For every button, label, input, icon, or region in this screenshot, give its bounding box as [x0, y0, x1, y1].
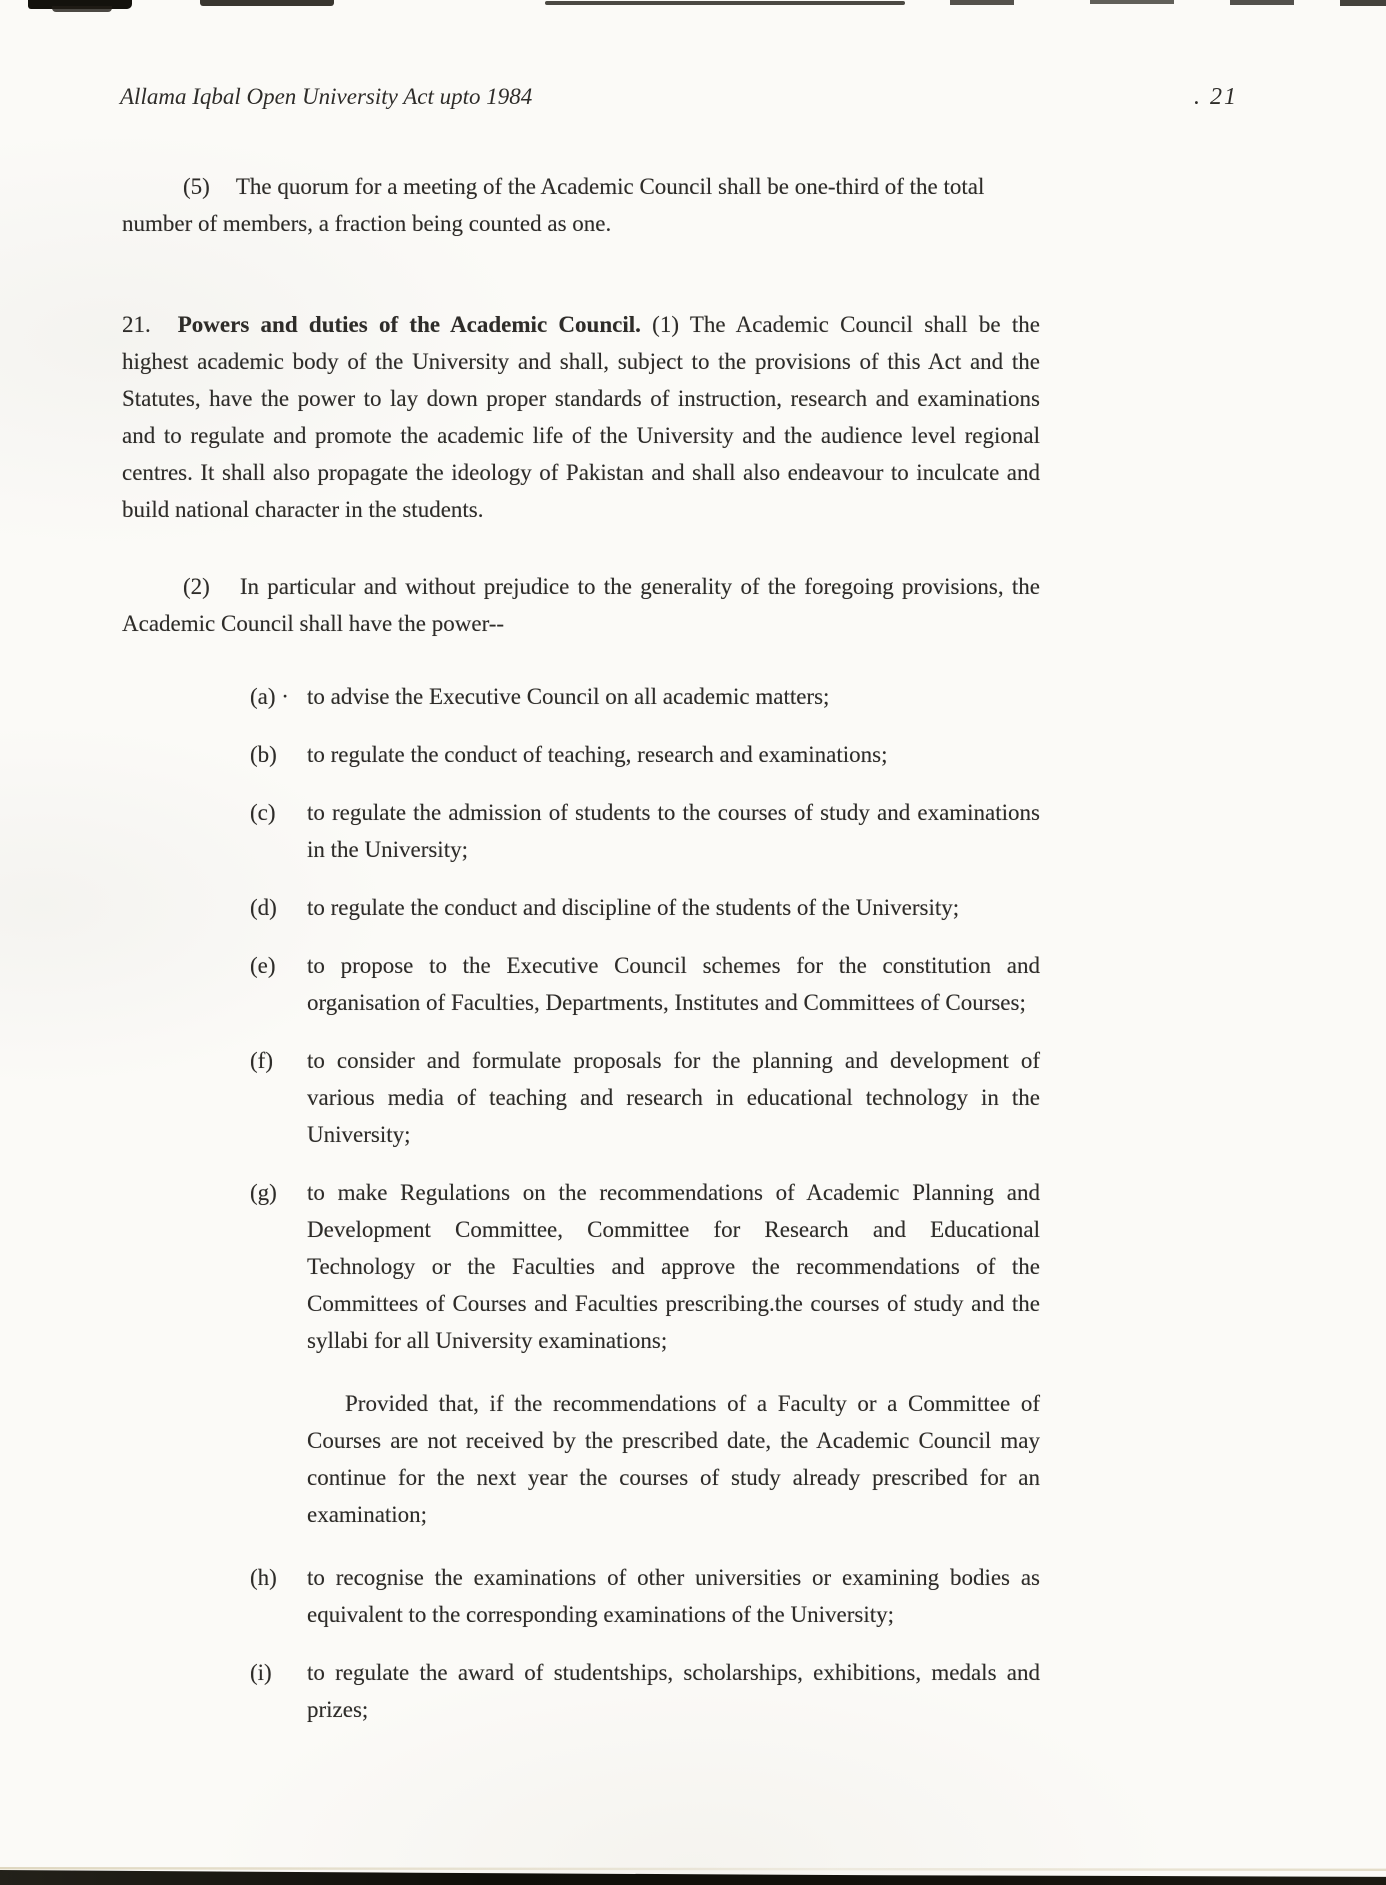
page-header: [120, 84, 1238, 111]
clause-label: (h): [250, 1565, 277, 1590]
clause-i: [250, 1654, 1040, 1728]
section-number: 21.: [122, 312, 151, 337]
scan-artifact-top: [1230, 0, 1294, 5]
document-body: [122, 150, 1040, 1749]
scan-artifact-bottom-edge: [0, 1867, 1386, 1871]
scan-artifact-top: [1090, 0, 1174, 4]
proviso-paragraph: Provided that, if the recommendations of a Faculty or a Committee of Courses are not received by the prescribed date, the Academic Council may continue for the next year the courses of study already prescribed for an examination;: [307, 1391, 1040, 1527]
clause-label: (f): [250, 1048, 273, 1073]
clause-b: [250, 736, 1040, 773]
clause-list: [250, 678, 1040, 1728]
paragraph-text: In particular and without prejudice to the generality of the foregoing provisions, the Academic Council shall have the power--: [122, 574, 1040, 636]
clause-text: to regulate the award of studentships, scholarships, exhibitions, medals and prizes;: [307, 1660, 1040, 1722]
clause-label: (e): [250, 953, 276, 978]
clause-text: to make Regulations on the recommendations of Academic Planning and Development Committee, Committee for Research and Educational Technology or the Faculties and approve the recommendations of the Committees of Courses and Faculties prescribing.the courses of study and the syllabi for all University examinations;: [307, 1180, 1040, 1353]
paragraph-quorum: [122, 168, 1040, 242]
clause-label: (b): [250, 742, 277, 767]
clause-label: (c): [250, 800, 276, 825]
running-title: Allama Iqbal Open University Act upto 1984: [120, 84, 533, 109]
clause-e: [250, 947, 1040, 1021]
section-heading: Powers and duties of the Academic Council.: [177, 312, 641, 337]
page-number: . 21: [1194, 84, 1238, 110]
clause-c: [250, 794, 1040, 868]
clause-h: [250, 1559, 1040, 1633]
scan-artifact-top: [1340, 0, 1386, 6]
clause-label: (i): [250, 1660, 272, 1685]
scan-artifact-top: [200, 0, 334, 6]
scan-artifact-top: [545, 1, 905, 5]
clause-text: to recognise the examinations of other universities or examining bodies as equivalent to the corresponding examinations of the University;: [307, 1565, 1040, 1627]
clause-text: to consider and formulate proposals for the planning and development of various media of teaching and research in educational technology in the University;: [307, 1048, 1040, 1147]
clause-text: to advise the Executive Council on all academic matters;: [307, 684, 830, 709]
clause-text: to regulate the admission of students to the courses of study and examinations in the University;: [307, 800, 1040, 862]
paragraph-text: The quorum for a meeting of the Academic Council shall be one-third of the total number of members, a fraction being counted as one.: [122, 174, 985, 236]
clause-number: (5): [183, 174, 210, 199]
paragraph-2: [122, 568, 1040, 642]
clause-number: (2): [183, 574, 210, 599]
clause-a: [250, 678, 1040, 715]
clause-f: [250, 1042, 1040, 1153]
clause-g: [250, 1174, 1040, 1359]
clause-text: to regulate the conduct and discipline of the students of the University;: [307, 895, 960, 920]
section-text: (1) The Academic Council shall be the highest academic body of the University and shall, subject to the provisions of this Act and the Statutes, have the power to lay down proper standards of instruction, research and examinations and to regulate and promote the academic life of the University and the audience level regional centres. It shall also propagate the ideology of Pakistan and shall also endeavour to inculcate and build national character in the students.: [122, 312, 1040, 522]
clause-label: (a) ·: [250, 684, 289, 709]
clause-label: (d): [250, 895, 277, 920]
scan-artifact-top: [52, 6, 112, 12]
section-21: [122, 306, 1040, 528]
scan-artifact-top: [950, 0, 1014, 5]
clause-d: [250, 889, 1040, 926]
clause-text: to regulate the conduct of teaching, research and examinations;: [307, 742, 888, 767]
clause-text: to propose to the Executive Council schemes for the constitution and organisation of Faculties, Departments, Institutes and Committees of Courses;: [307, 953, 1040, 1015]
clause-label: (g): [250, 1180, 277, 1205]
